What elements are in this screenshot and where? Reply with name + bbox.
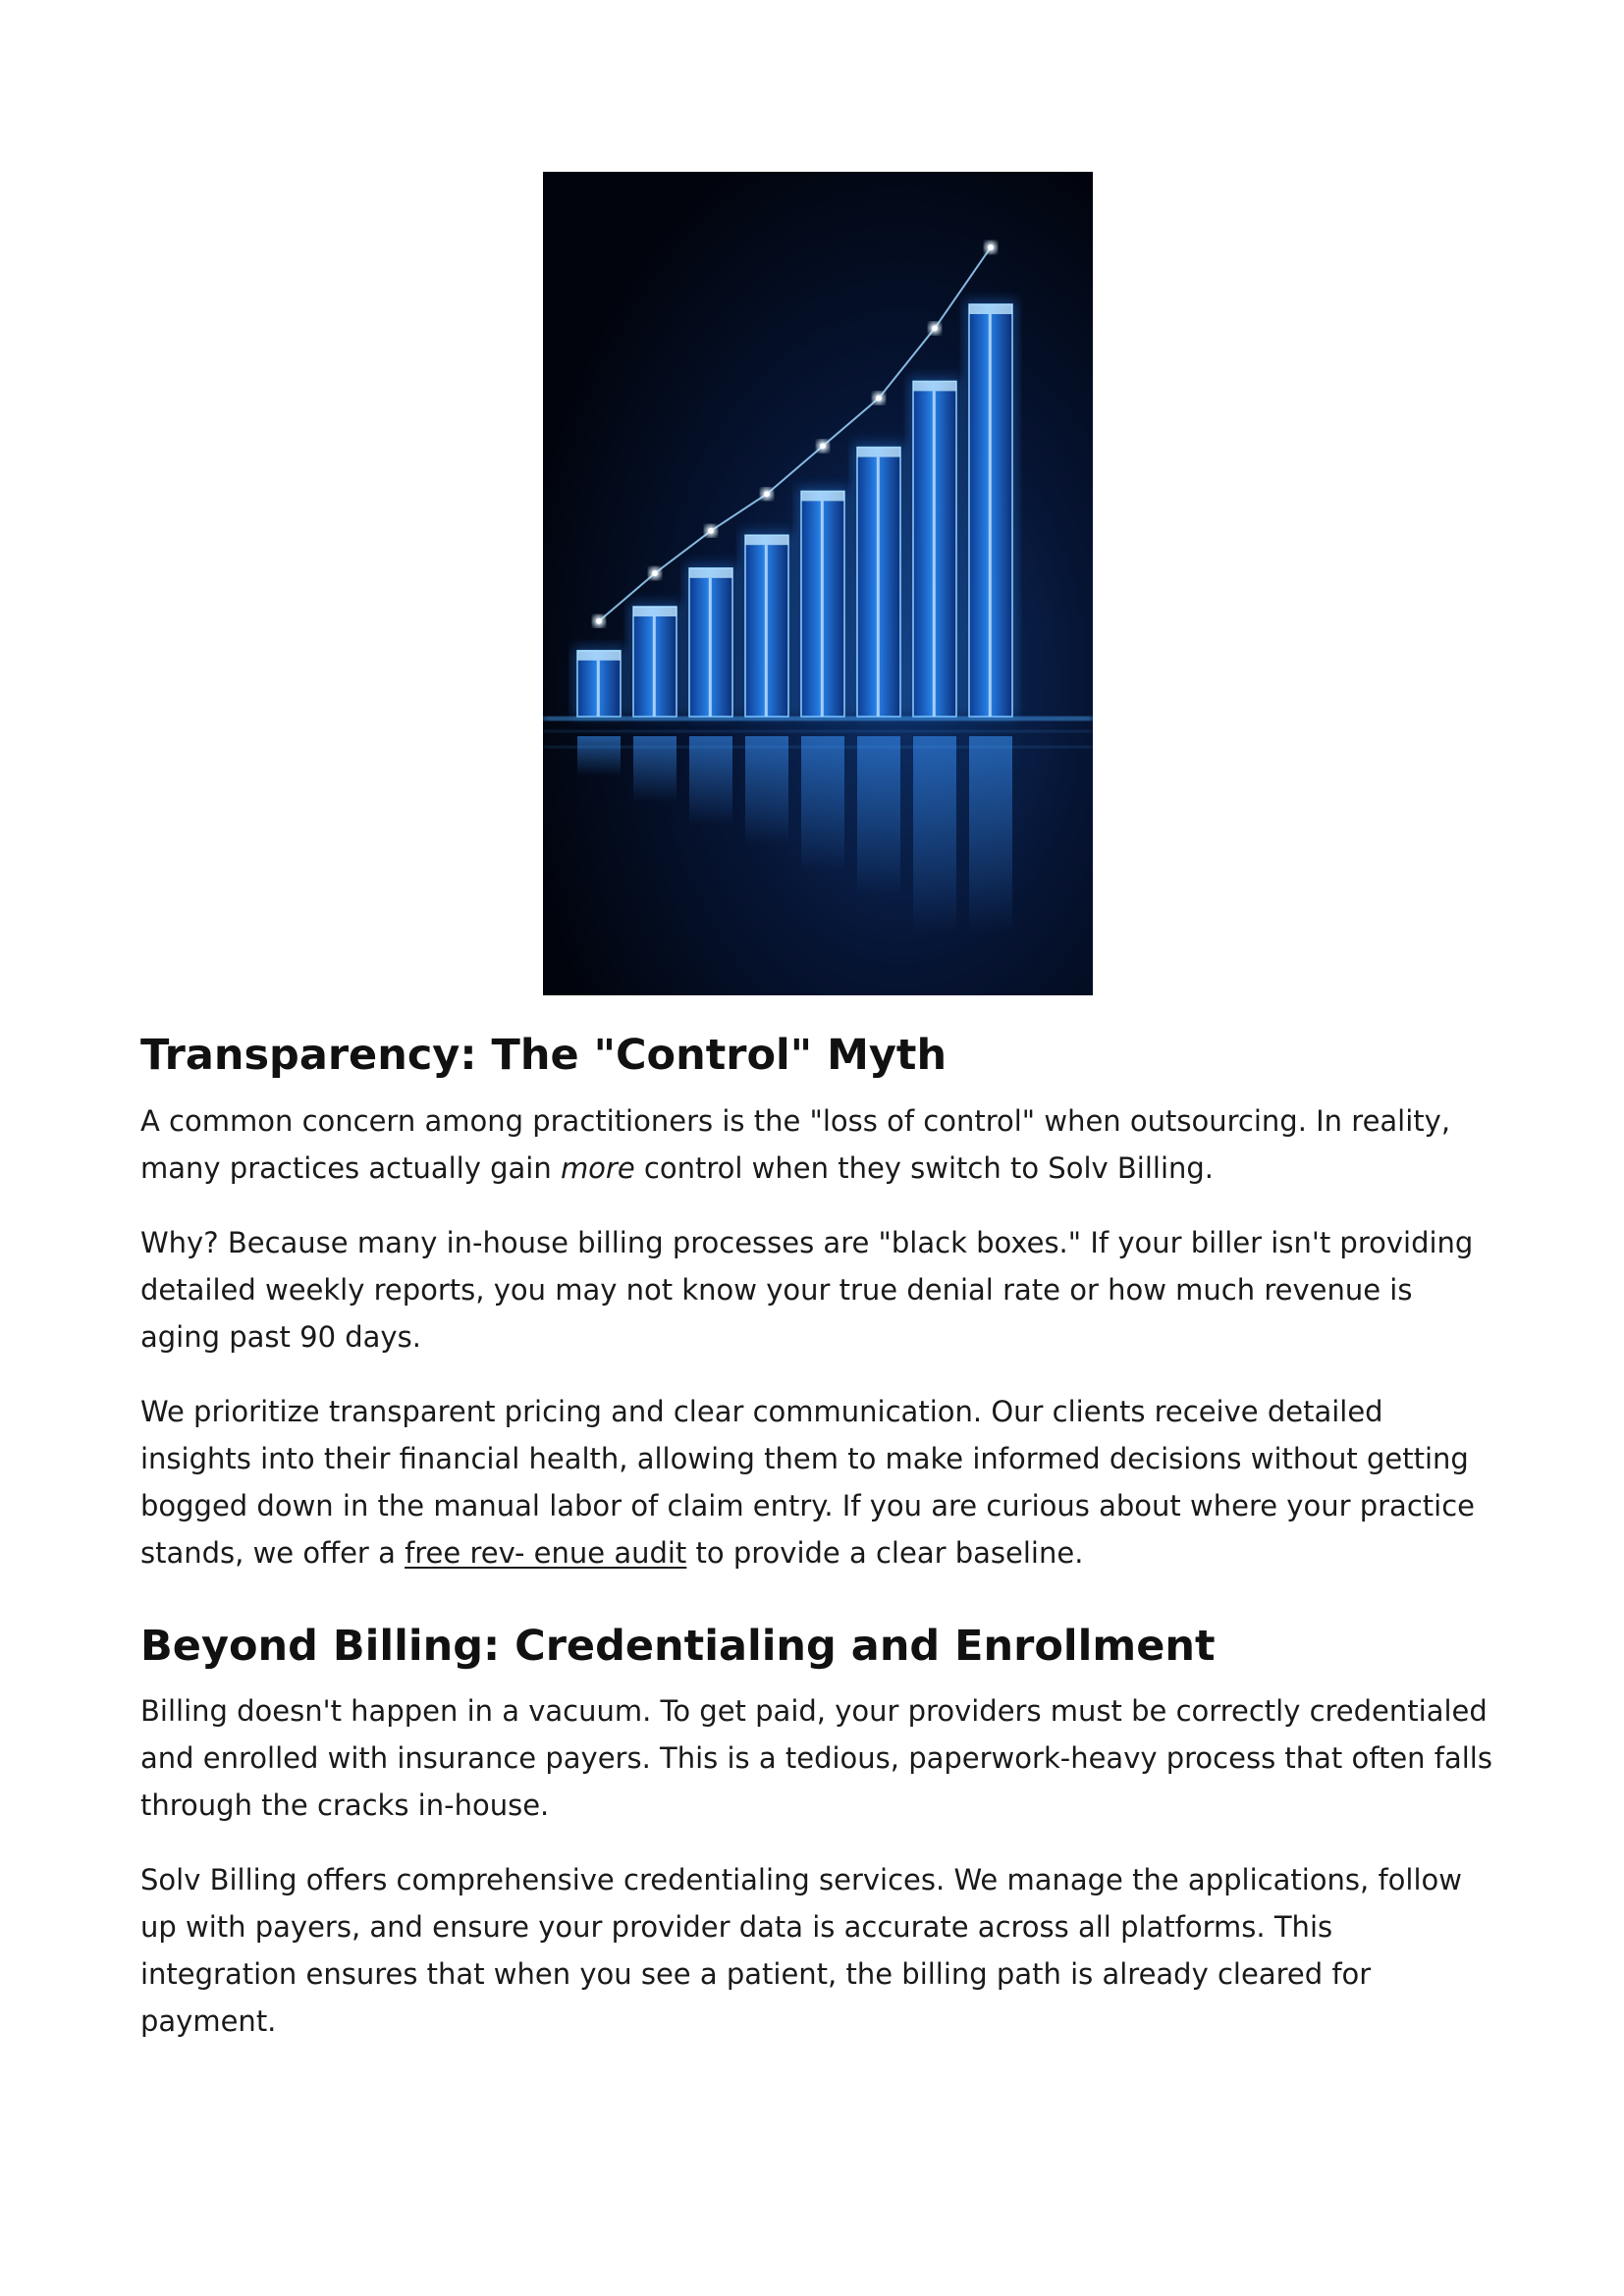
paragraph-text: We prioritize transparent pricing and clear communication. Our clients receive detailed insights into their financial health, allowing them to make informed decisions without getting bogged down in the manual labor of claim entry. If you are curious about where your practice stands, we offer a — [140, 1394, 1475, 1570]
bar-highlight — [877, 457, 880, 717]
bar-cap — [689, 568, 732, 578]
rising-bar-chart-illustration-icon — [543, 172, 1093, 995]
trend-dot-core — [988, 244, 994, 250]
trend-dot-core — [820, 443, 826, 449]
bar-cap — [913, 381, 956, 391]
bar-reflection — [913, 736, 956, 933]
bar-highlight — [653, 616, 656, 717]
bar-highlight — [765, 545, 768, 717]
bar-reflection — [969, 736, 1012, 933]
paragraph: Solv Billing offers comprehensive credentialing services. We manage the applications, follow up with payers, and ensure your provider data is accurate across all platforms. This integration ensures that when you see a patient, the billing path is already cleared for payment. — [140, 1863, 1462, 2039]
bar-reflection — [857, 736, 900, 898]
article-body — [140, 1021, 1495, 2072]
section-heading-credentialing: Beyond Billing: Credentialing and Enrollment — [140, 1621, 1216, 1671]
paragraph-text: A common concern among practitioners is the "loss of control" when outsourcing. In reality, many practices actually gain — [140, 1103, 1451, 1185]
section-heading-transparency: Transparency: The "Control" Myth — [140, 1031, 947, 1080]
bar-reflection — [801, 736, 844, 872]
emphasis-text: more — [560, 1150, 635, 1185]
free-revenue-audit-link[interactable]: free rev- enue audit — [405, 1535, 687, 1570]
bar-cap — [745, 535, 788, 545]
bar-cap — [633, 607, 677, 616]
bar-highlight — [933, 391, 936, 717]
paragraph — [140, 1097, 1495, 1192]
trend-dot-core — [932, 325, 938, 331]
bar-cap — [857, 448, 900, 457]
bar-highlight — [989, 314, 992, 717]
bar-reflection — [689, 736, 732, 826]
trend-dot-core — [652, 570, 658, 576]
bar-reflection — [745, 736, 788, 845]
bar-highlight — [821, 501, 824, 717]
paragraph: Billing doesn't happen in a vacuum. To get paid, your providers must be correctly credentialed and enrolled with insurance payers. This is a tedious, paperwork-heavy process that often falls through the cracks in-house. — [140, 1694, 1492, 1823]
bar-cap — [969, 304, 1012, 314]
bar-reflection — [577, 736, 621, 775]
trend-dot-core — [596, 618, 602, 624]
paragraph — [140, 1388, 1495, 1576]
floor-light-line — [543, 717, 1093, 721]
paragraph-text: control when they switch to Solv Billing. — [634, 1150, 1215, 1185]
paragraph-text: to provide a clear baseline. — [686, 1535, 1084, 1570]
trend-dot-core — [708, 528, 714, 534]
paragraph: Why? Because many in-house billing processes are "black boxes." If your biller isn't providing detailed weekly reports, you may not know your true denial rate or how much revenue is aging past 90 days. — [140, 1225, 1474, 1354]
trend-dot-core — [764, 491, 770, 497]
floor-light-line — [543, 746, 1093, 748]
bar-cap — [801, 491, 844, 501]
bar-highlight — [709, 578, 712, 717]
trend-dot-core — [876, 396, 882, 401]
bar-highlight — [597, 661, 600, 717]
bar-cap — [577, 651, 621, 661]
floor-light-line — [543, 730, 1093, 732]
hero-image — [543, 172, 1093, 995]
